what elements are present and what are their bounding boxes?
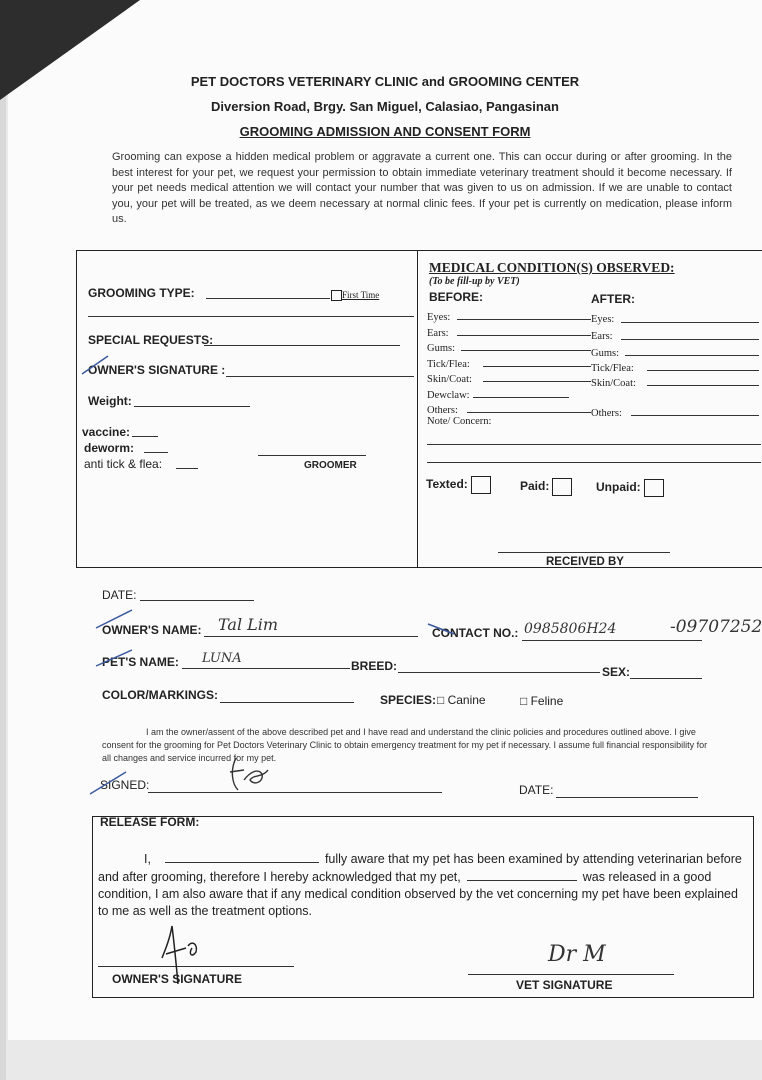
signed-field[interactable] xyxy=(148,792,442,793)
medical-subtitle: (To be fill-up by VET) xyxy=(429,276,520,287)
weight-label: Weight: xyxy=(88,394,132,408)
before-item[interactable]: Eyes: xyxy=(427,307,595,323)
contact-value: 0985806H24 xyxy=(524,621,617,637)
after-item[interactable]: Skin/Coat: xyxy=(591,373,759,403)
consent-date-field[interactable] xyxy=(556,797,698,798)
first-time-checkbox[interactable] xyxy=(331,290,379,301)
box-divider xyxy=(417,250,418,568)
pen-mark xyxy=(88,770,128,796)
vet-signature-label: VET SIGNATURE xyxy=(516,978,613,992)
special-requests-field[interactable] xyxy=(204,345,400,346)
grooming-type-field[interactable] xyxy=(206,298,330,299)
after-item[interactable]: Ears: xyxy=(591,326,759,343)
after-item[interactable]: Gums: xyxy=(591,343,759,358)
after-list xyxy=(591,309,759,418)
release-p2: fully aware that my pet has been examined by attending veterinarian before and after grooming, therefore I hereby acknowledged that my pet, xyxy=(98,852,742,884)
before-item[interactable]: Skin/Coat: xyxy=(427,369,595,385)
unpaid-label: Unpaid: xyxy=(596,480,641,495)
texted-box[interactable] xyxy=(471,476,491,494)
weight-field[interactable] xyxy=(134,406,250,407)
note-line-2[interactable] xyxy=(427,462,761,463)
pen-mark xyxy=(426,620,456,640)
groomer-label: GROOMER xyxy=(304,460,357,471)
vet-signature-mark: Dr M xyxy=(548,942,606,967)
groomer-signature-field[interactable] xyxy=(258,455,366,456)
unpaid-checkbox[interactable] xyxy=(596,479,664,497)
sex-label: SEX: xyxy=(602,665,631,679)
vet-signature-field[interactable] xyxy=(468,974,674,975)
before-item[interactable]: Tick/Flea: xyxy=(427,354,595,370)
contact-label: CONTACT NO.: xyxy=(432,626,519,640)
texted-checkbox[interactable] xyxy=(426,476,491,494)
owner-signature-scribble xyxy=(224,750,274,800)
checkbox-icon xyxy=(331,290,342,301)
release-owner-signature-label: OWNER'S SIGNATURE xyxy=(112,972,242,986)
clinic-name: PET DOCTORS VETERINARY CLINIC and GROOMING CENTER xyxy=(190,74,580,89)
after-item[interactable]: Others: xyxy=(591,403,759,418)
special-requests-label: SPECIAL REQUESTS: xyxy=(88,333,214,347)
paid-label: Paid: xyxy=(520,479,550,494)
before-item[interactable]: Gums: xyxy=(427,338,595,354)
owner-signature-label: OWNER'S SIGNATURE : xyxy=(88,363,226,377)
consent-date-label: DATE: xyxy=(519,783,554,797)
paid-box[interactable] xyxy=(552,478,572,496)
pet-name-value: LUNA xyxy=(202,651,242,666)
consent-text: I am the owner/assent of the above described pet and I have read and understand the clinic policies and procedures outlined above. I give consent for the grooming for Pet Doctors Veterinary Clinic to obtain emergency treatment for my pet if necessary. I assume full financial responsibility for all changes and service incurred for my pet. xyxy=(102,727,708,763)
pen-mark xyxy=(80,352,110,382)
date-label: DATE: xyxy=(102,588,137,602)
before-item[interactable]: Others: xyxy=(427,400,595,416)
note-concern-label: Note/ Concern: xyxy=(427,416,492,427)
texted-label: Texted: xyxy=(426,477,468,492)
release-p1: I, xyxy=(144,852,151,866)
release-owner-name-field[interactable] xyxy=(165,850,319,863)
release-pet-name-field[interactable] xyxy=(467,868,577,881)
owner-signature-field[interactable] xyxy=(226,376,414,377)
species-canine-option[interactable]: □ Canine xyxy=(437,693,486,707)
grooming-type-label: GROOMING TYPE: xyxy=(88,286,195,300)
signed-label: SIGNED: xyxy=(100,778,150,792)
contact-field[interactable] xyxy=(522,640,702,641)
pet-name-field[interactable] xyxy=(182,668,350,669)
form-page xyxy=(8,0,762,1040)
owner-name-field[interactable] xyxy=(204,636,418,637)
anti-tick-label: anti tick & flea: xyxy=(84,457,163,471)
anti-tick-field[interactable] xyxy=(176,468,198,469)
scan-shadow-corner xyxy=(0,0,140,100)
vaccine-field[interactable] xyxy=(132,436,158,437)
deworm-label: deworm: xyxy=(84,441,135,455)
sex-field[interactable] xyxy=(630,678,702,679)
clinic-address: Diversion Road, Brgy. San Miguel, Calasiao, Pangasinan xyxy=(211,99,559,114)
pen-mark xyxy=(94,648,134,670)
species-label: SPECIES: xyxy=(380,693,437,707)
after-item[interactable]: Tick/Flea: xyxy=(591,358,759,373)
species-feline-option[interactable]: □ Feline xyxy=(520,694,564,708)
pen-mark xyxy=(94,608,134,632)
note-line-1[interactable] xyxy=(427,444,761,445)
before-item[interactable]: Ears: xyxy=(427,323,595,339)
owner-name-value: Tal Lim xyxy=(218,615,279,634)
after-label: AFTER: xyxy=(591,292,635,306)
release-p3: was released in a good condition, I am also aware that if any medical condition observed by the vet concerning my pet have been explained to me as well as the treatment options. xyxy=(98,870,738,918)
deworm-field[interactable] xyxy=(144,452,168,453)
received-by-label: RECEIVED BY xyxy=(546,556,624,568)
before-list xyxy=(427,307,595,416)
owner-name-label: OWNER'S NAME: xyxy=(102,623,202,637)
unpaid-box[interactable] xyxy=(644,479,664,497)
color-markings-label: COLOR/MARKINGS: xyxy=(102,688,218,702)
before-label: BEFORE: xyxy=(429,290,483,304)
vaccine-label: vaccine: xyxy=(82,425,131,439)
paid-checkbox[interactable] xyxy=(520,478,572,496)
breed-field[interactable] xyxy=(398,672,600,673)
release-title: RELEASE FORM: xyxy=(100,815,200,829)
form-title: GROOMING ADMISSION AND CONSENT FORM xyxy=(239,124,531,139)
before-item[interactable]: Dewclaw: xyxy=(427,385,595,401)
color-markings-field[interactable] xyxy=(220,702,354,703)
medical-title: MEDICAL CONDITION(S) OBSERVED: xyxy=(429,260,675,275)
release-paragraph xyxy=(98,850,750,920)
received-by-field[interactable] xyxy=(498,552,670,553)
contact-value-2: -09707252 xyxy=(670,617,762,637)
intro-paragraph: Grooming can expose a hidden medical problem or aggravate a current one. This can occur during or after grooming. In the best interest for your pet, we request your permission to obtain immediate veterinary treatment should it become necessary. If your pet needs medical attention we will contact your number that was given to us on admission. If we are unable to contact you, your pet will be treated, as we deem necessary at normal clinic fees. If your pet is currently on medication, please inform us. xyxy=(112,151,732,225)
first-time-label: First Time xyxy=(342,290,380,300)
after-item[interactable]: Eyes: xyxy=(591,309,759,326)
breed-label: BREED: xyxy=(351,659,398,673)
grooming-type-extra-line[interactable] xyxy=(88,316,414,317)
pet-name-label: PET'S NAME: xyxy=(102,655,179,669)
scan-edge xyxy=(0,0,6,1080)
date-field[interactable] xyxy=(140,600,254,601)
